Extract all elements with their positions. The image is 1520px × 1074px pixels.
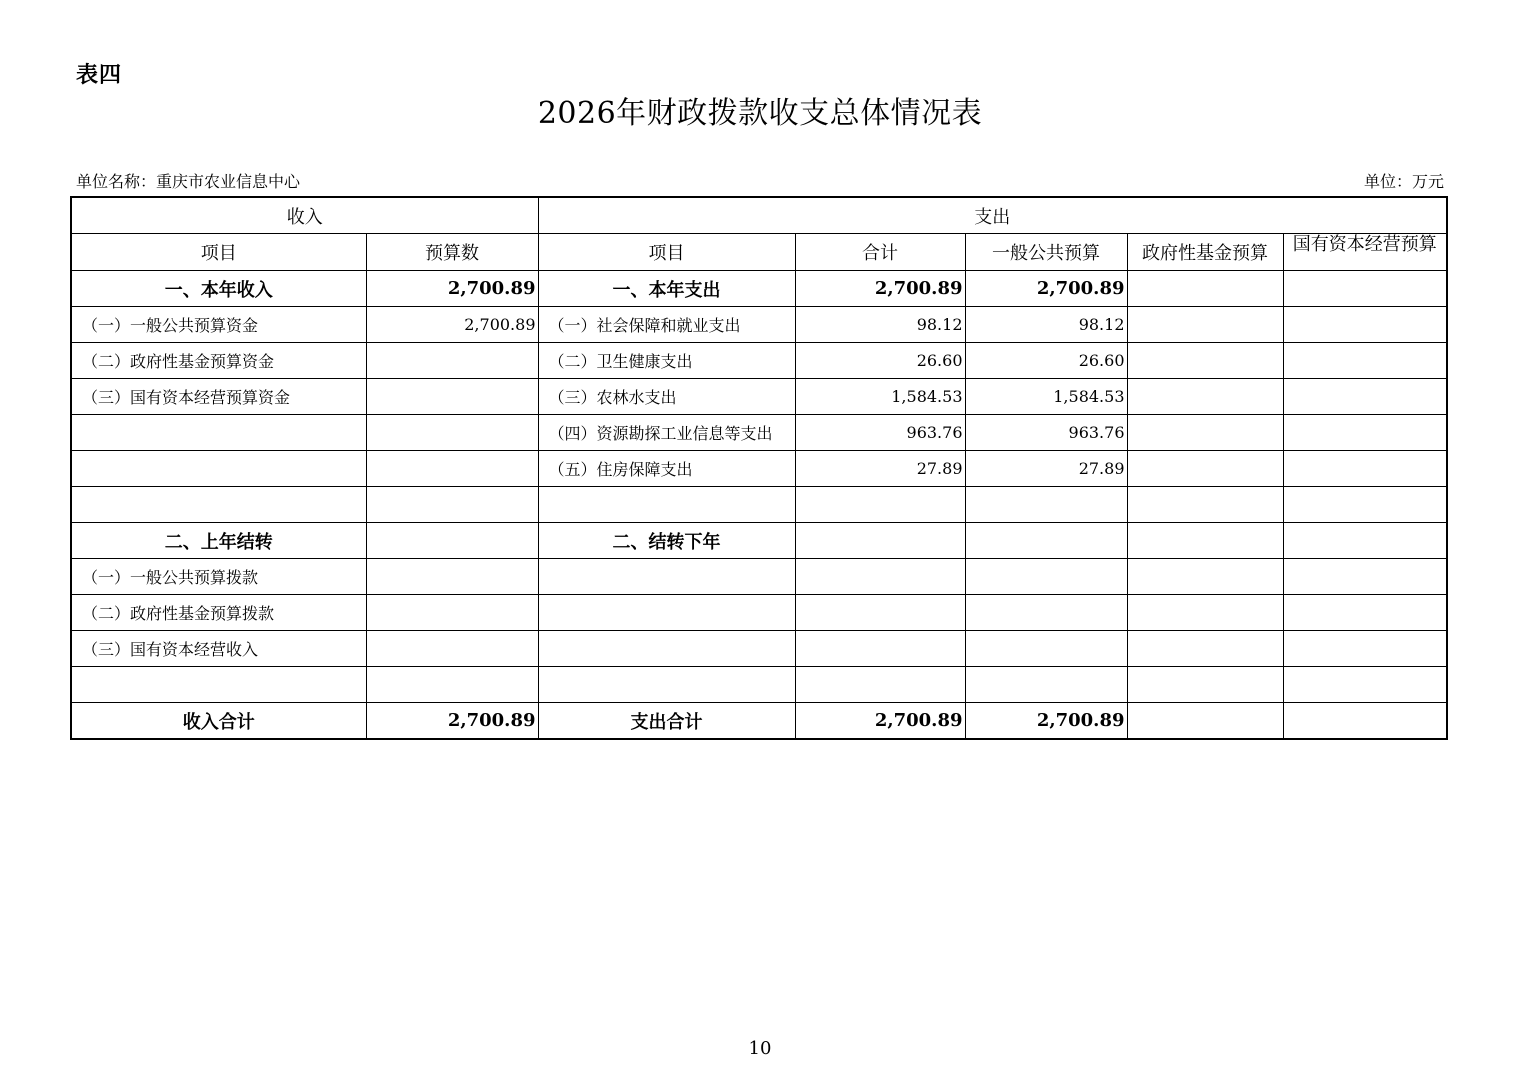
expense-general-cell [965, 595, 1127, 631]
income-budget-cell [366, 379, 538, 415]
expense-item-cell: 支出合计 [538, 703, 795, 740]
expense-state-cell [1283, 667, 1447, 703]
expense-total-cell [795, 631, 965, 667]
header-expense: 支出 [538, 197, 1447, 234]
expense-total-cell [795, 523, 965, 559]
expense-fund-cell [1127, 631, 1283, 667]
header-total: 合计 [795, 234, 965, 271]
expense-general-cell: 2,700.89 [965, 271, 1127, 307]
expense-total-cell [795, 559, 965, 595]
expense-fund-cell [1127, 703, 1283, 740]
income-item-cell: 收入合计 [71, 703, 366, 740]
expense-item-cell [538, 559, 795, 595]
table-row [71, 307, 1447, 343]
table-row [71, 667, 1447, 703]
expense-item-cell: （三）农林水支出 [538, 379, 795, 415]
expense-general-cell: 963.76 [965, 415, 1127, 451]
expense-fund-cell [1127, 271, 1283, 307]
expense-item-cell [538, 667, 795, 703]
table-row [71, 703, 1447, 740]
expense-state-cell [1283, 595, 1447, 631]
expense-state-cell [1283, 523, 1447, 559]
header-row-columns [71, 234, 1447, 271]
expense-state-cell [1283, 379, 1447, 415]
expense-total-cell: 1,584.53 [795, 379, 965, 415]
expense-state-cell [1283, 703, 1447, 740]
expense-item-cell: （一）社会保障和就业支出 [538, 307, 795, 343]
table-row [71, 559, 1447, 595]
income-item-cell: （三）国有资本经营预算资金 [71, 379, 366, 415]
expense-item-cell: 一、本年支出 [538, 271, 795, 307]
income-item-cell [71, 487, 366, 523]
income-item-cell [71, 451, 366, 487]
page-title: 2026年财政拨款收支总体情况表 [537, 96, 983, 131]
header-expense-item: 项目 [538, 234, 795, 271]
expense-general-cell: 26.60 [965, 343, 1127, 379]
income-item-cell: （二）政府性基金预算资金 [71, 343, 366, 379]
expense-item-cell: （二）卫生健康支出 [538, 343, 795, 379]
table-number: 表四 [76, 62, 123, 88]
header-income-item: 项目 [71, 234, 366, 271]
table-row [71, 523, 1447, 559]
expense-fund-cell [1127, 559, 1283, 595]
expense-fund-cell [1127, 523, 1283, 559]
expense-general-cell: 98.12 [965, 307, 1127, 343]
budget-table [70, 196, 1448, 740]
header-budget: 预算数 [366, 234, 538, 271]
income-item-cell: 一、本年收入 [71, 271, 366, 307]
unit-label: 单位：万元 [1363, 172, 1444, 191]
expense-item-cell [538, 595, 795, 631]
expense-fund-cell [1127, 415, 1283, 451]
table-row [71, 379, 1447, 415]
header-fund-budget: 政府性基金预算 [1127, 234, 1283, 271]
expense-total-cell: 26.60 [795, 343, 965, 379]
expense-fund-cell [1127, 379, 1283, 415]
expense-fund-cell [1127, 667, 1283, 703]
expense-general-cell: 27.89 [965, 451, 1127, 487]
table-row [71, 451, 1447, 487]
page-number: 10 [748, 1038, 772, 1059]
income-budget-cell: 2,700.89 [366, 703, 538, 740]
income-budget-cell [366, 343, 538, 379]
income-budget-cell [366, 451, 538, 487]
income-item-cell: （二）政府性基金预算拨款 [71, 595, 366, 631]
table-row [71, 271, 1447, 307]
unit-name: 单位名称：重庆市农业信息中心 [76, 172, 301, 191]
expense-total-cell [795, 667, 965, 703]
expense-item-cell: （五）住房保障支出 [538, 451, 795, 487]
expense-fund-cell [1127, 487, 1283, 523]
expense-general-cell: 1,584.53 [965, 379, 1127, 415]
income-item-cell [71, 415, 366, 451]
income-budget-cell [366, 595, 538, 631]
header-general-budget: 一般公共预算 [965, 234, 1127, 271]
income-budget-cell [366, 631, 538, 667]
income-budget-cell: 2,700.89 [366, 307, 538, 343]
table-row [71, 595, 1447, 631]
expense-state-cell [1283, 559, 1447, 595]
expense-total-cell: 2,700.89 [795, 703, 965, 740]
expense-state-cell [1283, 307, 1447, 343]
income-item-cell: （一）一般公共预算拨款 [71, 559, 366, 595]
income-budget-cell: 2,700.89 [366, 271, 538, 307]
expense-total-cell: 27.89 [795, 451, 965, 487]
expense-state-cell [1283, 271, 1447, 307]
expense-state-cell [1283, 631, 1447, 667]
income-item-cell: （一）一般公共预算资金 [71, 307, 366, 343]
expense-total-cell: 963.76 [795, 415, 965, 451]
income-item-cell: 二、上年结转 [71, 523, 366, 559]
expense-general-cell: 2,700.89 [965, 703, 1127, 740]
income-budget-cell [366, 523, 538, 559]
expense-state-cell [1283, 487, 1447, 523]
expense-total-cell: 98.12 [795, 307, 965, 343]
expense-total-cell: 2,700.89 [795, 271, 965, 307]
table-row [71, 343, 1447, 379]
income-budget-cell [366, 487, 538, 523]
income-budget-cell [366, 415, 538, 451]
income-item-cell: （三）国有资本经营收入 [71, 631, 366, 667]
table-row [71, 487, 1447, 523]
expense-fund-cell [1127, 343, 1283, 379]
expense-general-cell [965, 559, 1127, 595]
expense-total-cell [795, 595, 965, 631]
expense-state-cell [1283, 343, 1447, 379]
expense-fund-cell [1127, 595, 1283, 631]
expense-general-cell [965, 523, 1127, 559]
expense-general-cell [965, 667, 1127, 703]
expense-item-cell: （四）资源勘探工业信息等支出 [538, 415, 795, 451]
header-row-group [71, 197, 1447, 234]
expense-fund-cell [1127, 451, 1283, 487]
header-state-capital-budget: 国有资本经营预算 [1283, 234, 1447, 271]
expense-general-cell [965, 631, 1127, 667]
table-body [71, 271, 1447, 740]
table-row [71, 415, 1447, 451]
expense-item-cell [538, 631, 795, 667]
income-budget-cell [366, 667, 538, 703]
income-item-cell [71, 667, 366, 703]
expense-item-cell [538, 487, 795, 523]
expense-item-cell: 二、结转下年 [538, 523, 795, 559]
expense-fund-cell [1127, 307, 1283, 343]
income-budget-cell [366, 559, 538, 595]
expense-state-cell [1283, 415, 1447, 451]
expense-total-cell [795, 487, 965, 523]
expense-general-cell [965, 487, 1127, 523]
table-row [71, 631, 1447, 667]
header-income: 收入 [71, 197, 538, 234]
expense-state-cell [1283, 451, 1447, 487]
